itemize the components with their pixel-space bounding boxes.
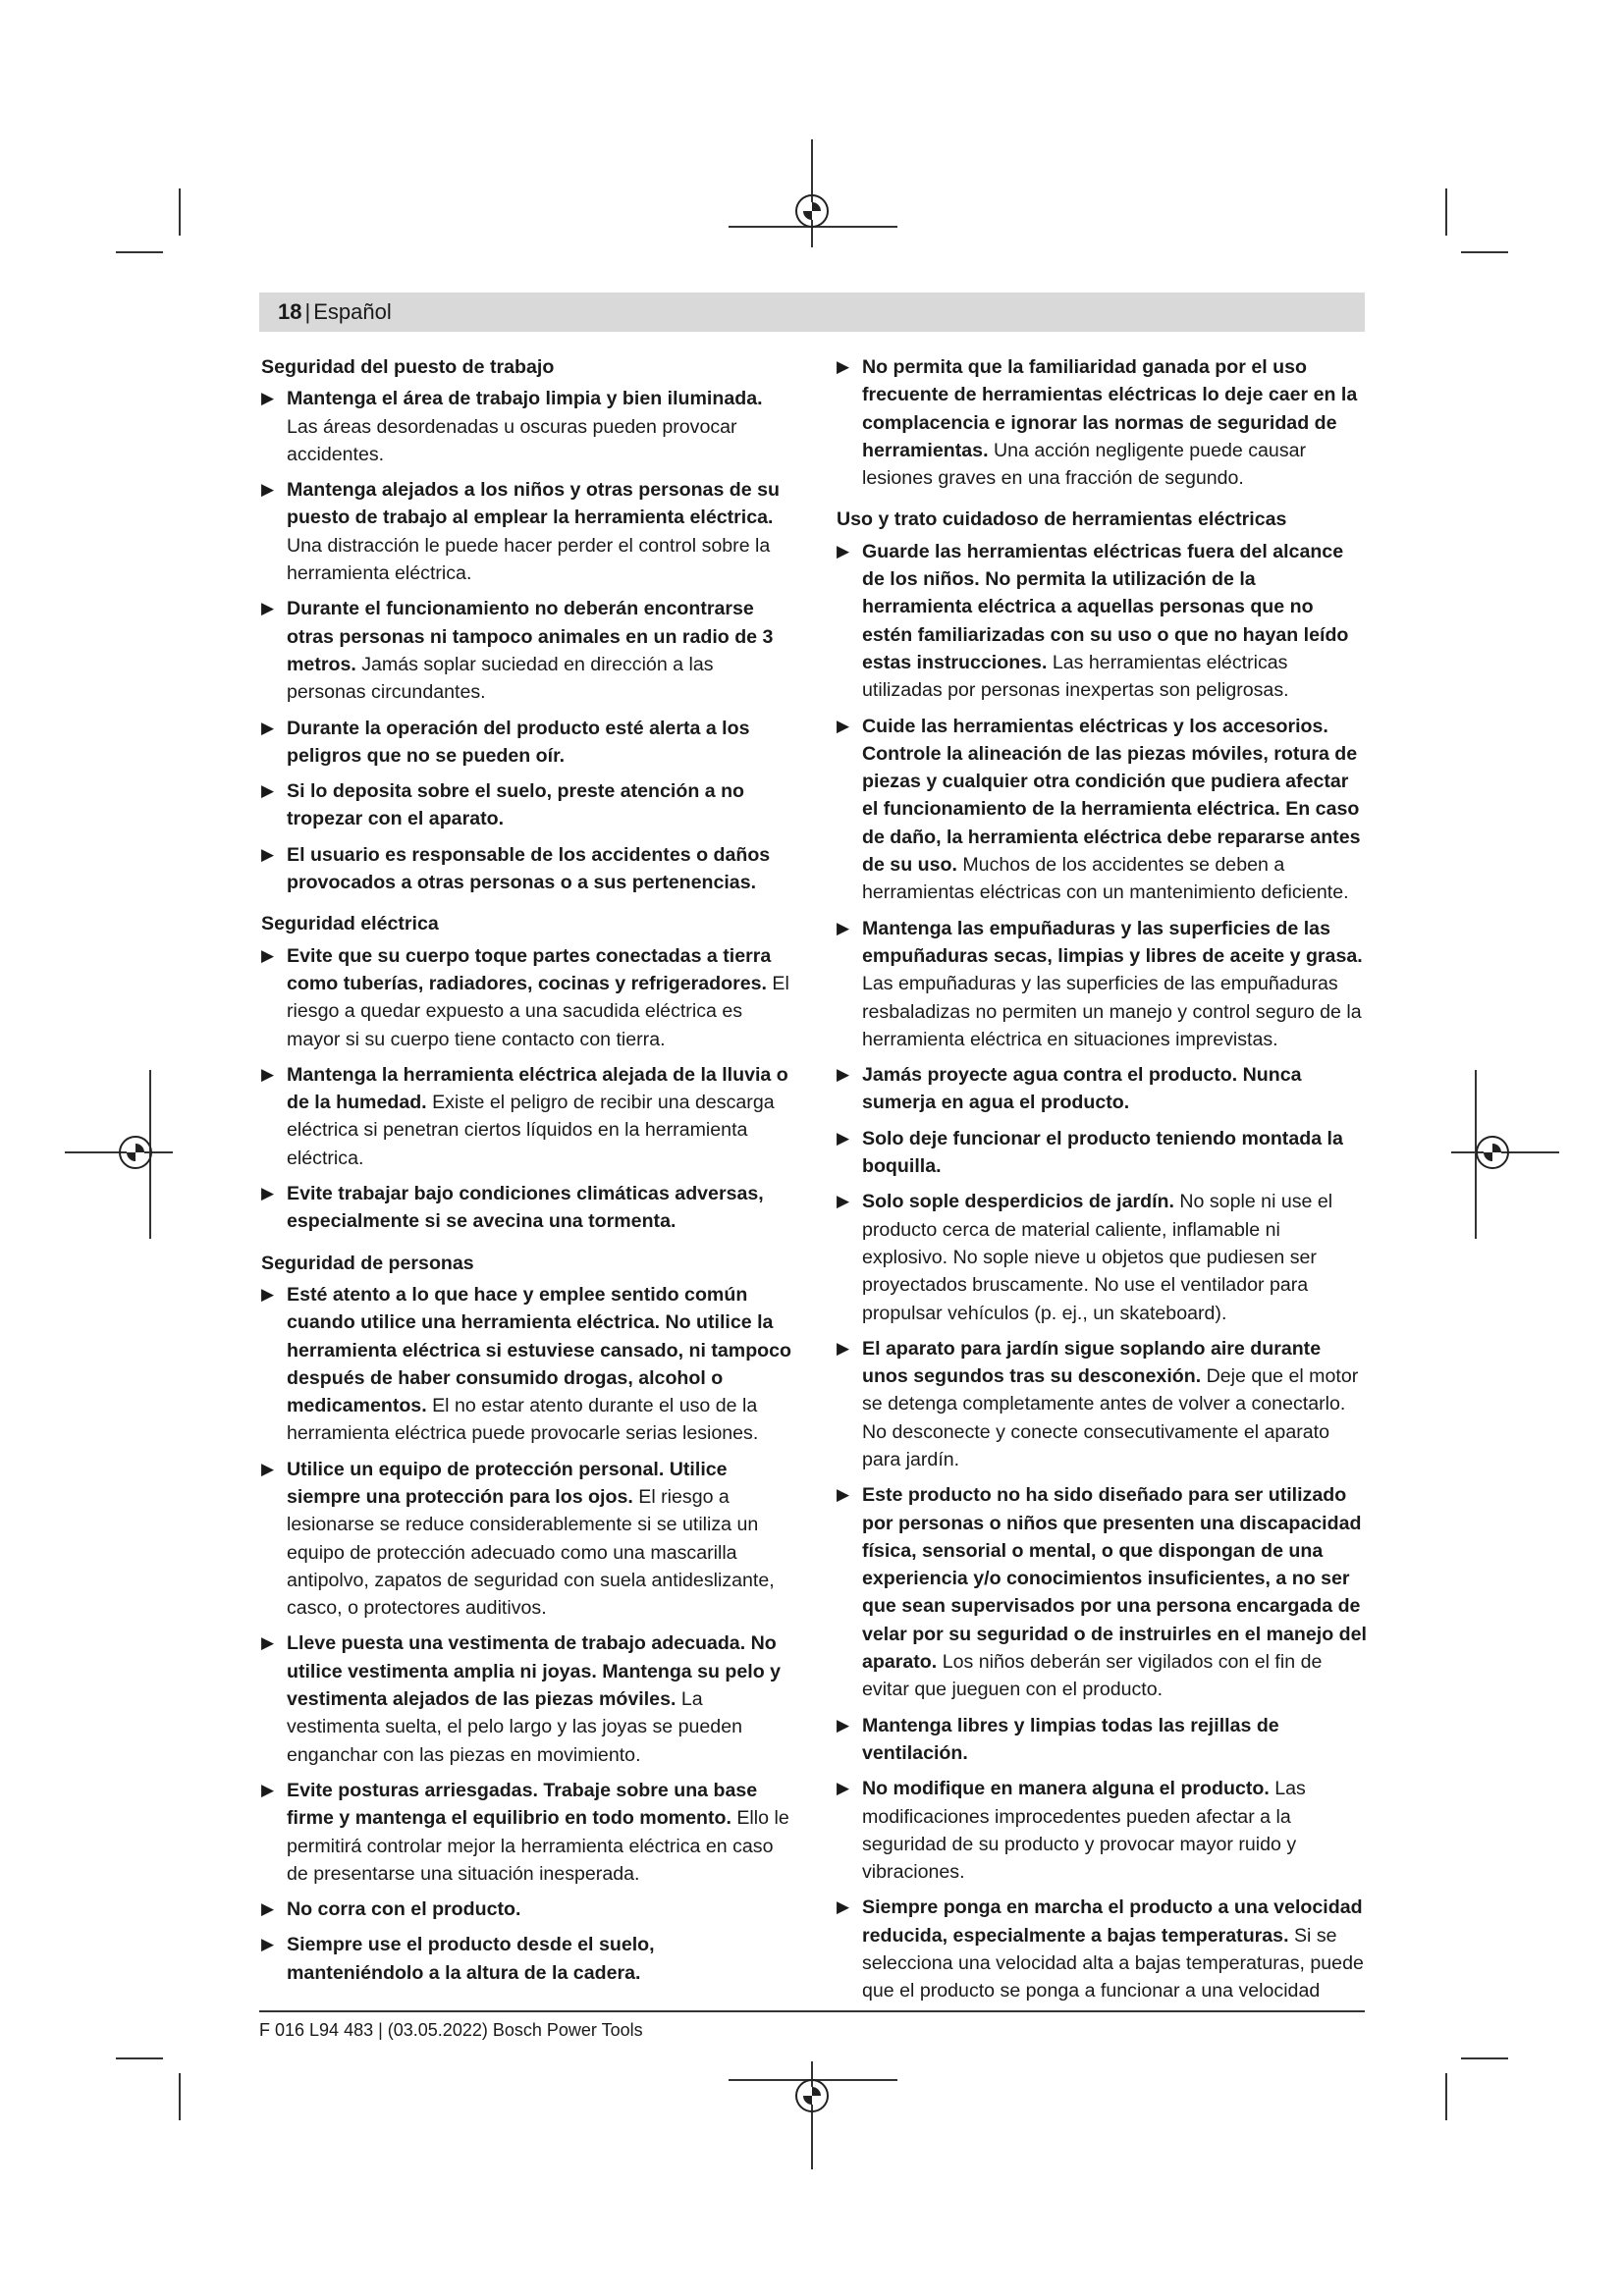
item-bold-text: Evite trabajar bajo condiciones climáticas adversas, especialmente si se avecina una tormenta. (287, 1183, 764, 1233)
triangle-bullet-icon: ▶ (261, 389, 275, 408)
page-header (278, 299, 392, 325)
triangle-bullet-icon: ▶ (261, 1780, 275, 1799)
list-item (837, 1125, 1367, 1181)
header-language: Español (313, 299, 392, 324)
item-bold-text: No permita que la familiaridad ganada por el uso frecuente de herramientas eléctricas lo deje caer en la complacencia e ignorar las normas de seguridad de herramientas. (862, 356, 1358, 461)
item-bold-text: Esté atento a lo que hace y emplee sentido común cuando utilice una herramienta eléctrica. No utilice la herramienta eléctrica si estuviese cansado, ni tampoco después de haber consumido drogas, alcohol o medicamentos. (287, 1283, 792, 1417)
footer-rule (259, 2010, 1365, 2012)
list-item (837, 1894, 1367, 2004)
triangle-bullet-icon: ▶ (261, 945, 275, 965)
item-bold-text: Utilice un equipo de protección personal. Utilice siempre una protección para los ojos. (287, 1458, 728, 1508)
list-item (837, 713, 1367, 907)
triangle-bullet-icon: ▶ (837, 1065, 850, 1085)
triangle-bullet-icon: ▶ (261, 599, 275, 618)
item-bold-text: Si lo deposita sobre el suelo, preste atención a no tropezar con el aparato. (287, 780, 745, 830)
item-bold-text: Mantenga el área de trabajo limpia y bien iluminada. (287, 388, 763, 410)
item-bold-text: Jamás proyecte agua contra el producto. Nunca sumerja en agua el producto. (862, 1064, 1302, 1114)
triangle-bullet-icon: ▶ (837, 1128, 850, 1148)
page-number: 18 (278, 299, 302, 324)
item-bold-text: Evite posturas arriesgadas. Trabaje sobre una base firme y mantenga el equilibrio en todo momento. (287, 1779, 758, 1830)
left-column (261, 353, 791, 1995)
triangle-bullet-icon: ▶ (837, 1192, 850, 1211)
item-body-text: Una acción negligente puede causar lesiones graves en una fracción de segundo. (862, 439, 1307, 490)
item-bold-text: Cuide las herramientas eléctricas y los accesorios. Controle la alineación de las piezas móviles, rotura de piezas y cualquier otra condición que pudiera afectar el funcionamiento de la herramienta eléctrica. En caso de daño, la herramienta eléctrica debe repararse antes de su uso. (862, 715, 1361, 877)
list-item (261, 385, 791, 468)
list-item (261, 715, 791, 771)
item-body-text: Una distracción le puede hacer perder el control sobre la herramienta eléctrica. (287, 534, 771, 585)
list-item (261, 1629, 791, 1768)
registration-mark-icon (119, 1136, 152, 1169)
triangle-bullet-icon: ▶ (261, 1633, 275, 1653)
list-item (261, 1896, 791, 1923)
list-item (261, 942, 791, 1053)
triangle-bullet-icon: ▶ (837, 1485, 850, 1505)
triangle-bullet-icon: ▶ (261, 1459, 275, 1478)
item-body-text: Muchos de los accidentes se deben a herramientas eléctricas con un mantenimiento deficiente. (862, 854, 1349, 904)
item-bold-text: Durante la operación del producto esté alerta a los peligros que no se pueden oír. (287, 717, 750, 767)
list-item (837, 1481, 1367, 1703)
item-body-text: Ello le permitirá controlar mejor la herramienta eléctrica en caso de presentarse una situación inesperada. (287, 1807, 789, 1885)
list-item (837, 1061, 1367, 1117)
triangle-bullet-icon: ▶ (261, 781, 275, 801)
item-body-text: Las modificaciones improcedentes pueden afectar a la seguridad de su producto y provocar mayor ruido y vibraciones. (862, 1778, 1306, 1884)
right-column (837, 353, 1367, 2013)
item-bold-text: Mantenga alejados a los niños y otras personas de su puesto de trabajo al emplear la herramienta eléctrica. (287, 479, 780, 529)
item-bold-text: Lleve puesta una vestimenta de trabajo adecuada. No utilice vestimenta amplia ni joyas. Mantenga su pelo y vestimenta alejados de las piezas móviles. (287, 1632, 782, 1711)
header-separator: | (304, 299, 311, 324)
item-body-text: La vestimenta suelta, el pelo largo y las joyas se pueden enganchar con las piezas en movimiento. (287, 1688, 742, 1766)
list-item (837, 1335, 1367, 1473)
section-title: Uso y trato cuidadoso de herramientas eléctricas (837, 508, 1287, 531)
item-bold-text: No modifique en manera alguna el producto. (862, 1778, 1270, 1800)
item-body-text: El no estar atento durante el uso de la herramienta eléctrica puede provocarle serias lesiones. (287, 1395, 759, 1445)
item-bold-text: Evite que su cuerpo toque partes conectadas a tierra como tuberías, radiadores, cocinas y refrigeradores. (287, 944, 772, 994)
item-body-text: El riesgo a quedar expuesto a una sacudida eléctrica es mayor si su cuerpo tiene contacto con tierra. (287, 972, 789, 1050)
triangle-bullet-icon: ▶ (837, 1779, 850, 1798)
item-bold-text: No corra con el producto. (287, 1898, 521, 1921)
crop-mark (811, 2061, 813, 2169)
crop-mark (179, 188, 181, 236)
item-bold-text: Siempre use el producto desde el suelo, manteniéndolo a la altura de la cadera. (287, 1934, 655, 1984)
item-bold-text: Durante el funcionamiento no deberán encontrarse otras personas ni tampoco animales en un radio de 3 metros. (287, 598, 774, 675)
item-bold-text: Siempre ponga en marcha el producto a una velocidad reducida, especialmente a bajas temperaturas. (862, 1896, 1363, 1947)
item-body-text: Los niños deberán ser vigilados con el fin de evitar que jueguen con el producto. (862, 1651, 1323, 1701)
item-body-text: Si se selecciona una velocidad alta a bajas temperaturas, puede que el producto se ponga a funcionar a una velocidad (862, 1924, 1364, 2002)
triangle-bullet-icon: ▶ (261, 1064, 275, 1084)
footer-text: F 016 L94 483 | (03.05.2022) Bosch Power Tools (259, 2020, 643, 2040)
registration-mark-icon (795, 2079, 829, 2112)
item-bold-text: Guarde las herramientas eléctricas fuera del alcance de los niños. No permita la utilización de la herramienta eléctrica a aquellas personas que no estén familiarizadas con su uso o que no hayan leído estas instrucciones. (862, 540, 1349, 673)
item-bold-text: Mantenga las empuñaduras y las superficies de las empuñaduras secas, limpias y libres de aceite y grasa. (862, 917, 1363, 967)
crop-mark (116, 251, 163, 253)
crop-mark (811, 139, 813, 247)
crop-mark (1461, 251, 1508, 253)
triangle-bullet-icon: ▶ (837, 541, 850, 561)
triangle-bullet-icon: ▶ (261, 1935, 275, 1954)
item-bold-text: Mantenga la herramienta eléctrica alejada de la lluvia o de la humedad. (287, 1063, 788, 1114)
crop-mark (116, 2057, 163, 2059)
crop-mark (1445, 188, 1447, 236)
triangle-bullet-icon: ▶ (837, 716, 850, 735)
triangle-bullet-icon: ▶ (837, 1715, 850, 1735)
triangle-bullet-icon: ▶ (261, 718, 275, 737)
item-bold-text: El aparato para jardín sigue soplando aire durante unos segundos tras su desconexión. (862, 1337, 1322, 1388)
list-item (837, 353, 1367, 492)
item-body-text: Las áreas desordenadas u oscuras pueden provocar accidentes. (287, 415, 737, 465)
crop-mark (1461, 2057, 1508, 2059)
crop-mark (179, 2073, 181, 2120)
list-item (837, 915, 1367, 1053)
registration-mark-icon (795, 194, 829, 228)
list-item (261, 1777, 791, 1888)
item-bold-text: Este producto no ha sido diseñado para ser utilizado por personas o niños que presenten una discapacidad física, sensorial o mental, o que dispongan de una experiencia y/o conocimientos insuficientes, a no ser que sean supervisados por una persona encargada de velar por su seguridad o de instruirles en el manejo del aparato. (862, 1484, 1367, 1674)
header-bar (259, 293, 1365, 332)
list-item (261, 1180, 791, 1236)
list-item (837, 1712, 1367, 1768)
list-item (261, 1281, 791, 1448)
item-body-text: Las empuñaduras y las superficies de las empuñaduras resbaladizas no permiten un manejo y control seguro de la herramienta eléctrica en situaciones imprevistas. (862, 973, 1362, 1050)
item-body-text: Jamás soplar suciedad en dirección a las personas circundantes. (287, 653, 714, 704)
list-item (261, 841, 791, 897)
triangle-bullet-icon: ▶ (837, 1897, 850, 1917)
item-body-text: Existe el peligro de recibir una descarga eléctrica si penetran ciertos líquidos en la herramienta eléctrica. (287, 1092, 775, 1169)
list-item (837, 1188, 1367, 1326)
triangle-bullet-icon: ▶ (837, 1338, 850, 1358)
registration-mark-icon (1476, 1136, 1509, 1169)
list-item (261, 1456, 791, 1623)
item-bold-text: Solo deje funcionar el producto teniendo montada la boquilla. (862, 1127, 1343, 1178)
list-item (261, 476, 791, 587)
item-body-text: Deje que el motor se detenga completamente antes de volver a conectarlo. No desconecte y conecte consecutivamente el aparato para jardín. (862, 1365, 1359, 1470)
item-bold-text: Solo sople desperdicios de jardín. (862, 1191, 1174, 1213)
list-item (837, 1775, 1367, 1886)
triangle-bullet-icon: ▶ (837, 357, 850, 376)
triangle-bullet-icon: ▶ (261, 1899, 275, 1919)
section-title: Seguridad de personas (261, 1252, 474, 1274)
section-title: Seguridad del puesto de trabajo (261, 356, 555, 378)
item-body-text: El riesgo a lesionarse se reduce considerablemente si se utiliza un equipo de protección adecuado como una mascarilla antipolvo, zapatos de seguridad con suela antideslizante, casco, o protectores auditivos. (287, 1485, 775, 1620)
section-title: Seguridad eléctrica (261, 913, 439, 935)
triangle-bullet-icon: ▶ (261, 844, 275, 864)
triangle-bullet-icon: ▶ (261, 1184, 275, 1203)
triangle-bullet-icon: ▶ (837, 918, 850, 937)
triangle-bullet-icon: ▶ (261, 1284, 275, 1304)
list-item (837, 538, 1367, 705)
list-item (261, 1061, 791, 1172)
list-item (261, 777, 791, 833)
item-body-text: No sople ni use el producto cerca de material caliente, inflamable ni explosivo. No sople nieve u objetos que pudiesen ser proyectados bruscamente. No use el ventilador para propulsar vehículos (p. ej., un skateboard). (862, 1191, 1333, 1324)
list-item (261, 1931, 791, 1987)
crop-mark (1445, 2073, 1447, 2120)
triangle-bullet-icon: ▶ (261, 480, 275, 500)
item-body-text: Las herramientas eléctricas utilizadas por personas inexpertas son peligrosas. (862, 651, 1289, 702)
item-bold-text: Mantenga libres y limpias todas las rejillas de ventilación. (862, 1714, 1279, 1764)
list-item (261, 595, 791, 706)
item-bold-text: El usuario es responsable de los accidentes o daños provocados a otras personas o a sus pertenencias. (287, 843, 771, 894)
